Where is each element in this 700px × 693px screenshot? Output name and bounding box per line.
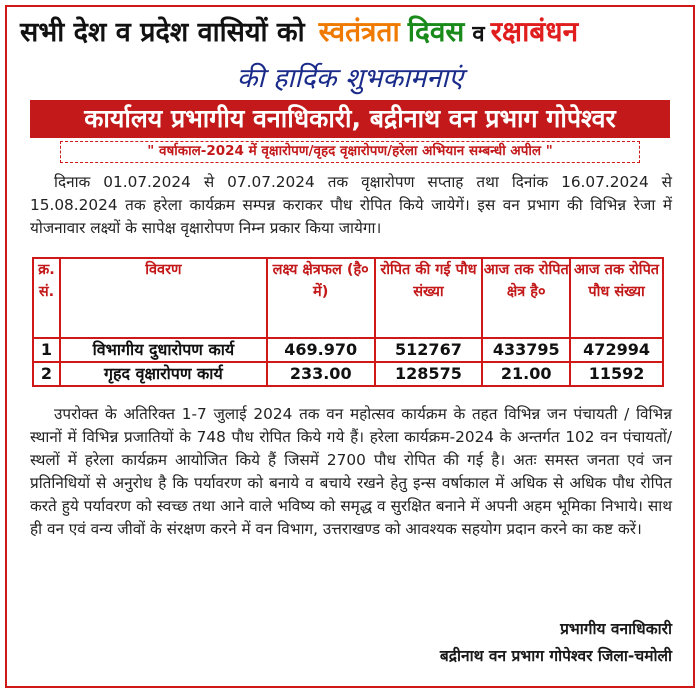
header-plants-planted: रोपित की गई पौध संख्या — [375, 258, 483, 338]
signature-division: बद्रीनाथ वन प्रभाग गोपेश्वर जिला-चमोली — [439, 647, 672, 665]
body-paragraph — [30, 403, 672, 541]
intro-text: दिनाक 01.07.2024 से 07.07.2024 तक वृक्षारोपण सप्ताह तथा दिनांक 16.07.2024 से 15.08.2024 तक हरेला कार्यक्रम सम्पन्न कराकर पौध रोपित किये जायेगें। इस वन प्रभाग की विभिन्न रेजा में योजनावार लक्ष्यों के सापेक्ष वृक्षारोपण निम्न प्रकार किया जायेगा। — [30, 173, 672, 237]
greeting-text: सभी देश व प्रदेश वासियों को — [20, 17, 305, 48]
signature-designation: प्रभागीय वनाधिकारी — [560, 620, 672, 638]
office-title-banner: कार्यालय प्रभागीय वनाधिकारी, बद्रीनाथ वन प्रभाग गोपेश्वर — [30, 100, 670, 138]
body-text: उपरोक्त के अतिरिक्त 1-7 जुलाई 2024 तक वन महोत्सव कार्यक्रम के तहत विभिन्न जन पंचायती / विभिन्न स्थानों में विभिन्न प्रजातियों के 748 पौध रोपित किये गये हैं। हरेला कार्यक्रम-2024 के अन्तर्गत 102 वन पंचायतों/स्थलों में हरेला कार्यक्रम आयोजित किये हैं जिसमें 2700 पौध रोपित की गई है। अतः समस्त जनता एवं जन प्रतिनिधियों से अनुरोध है कि पर्यावरण को बनाये व बचाये रखने हेतु इन्स वर्षाकाल में अधिक से अधिक पौध रोपित करते हुये पर्यावरण को स्वच्छ तथा आने वाले भविष्य को समृद्ध व सुरक्षित बनाने में अपनी अहम भूमिका निभाये। साथ ही वन एवं वन्य जीवों के संरक्षण करने में वन विभाग, उत्तराखण्ड को आवश्यक सहयोग प्रदान करने का कष्ट करें। — [30, 405, 672, 538]
table-row — [33, 338, 663, 362]
and-word: व — [472, 22, 485, 47]
cell-target-area: 233.00 — [267, 362, 375, 386]
independence-word: स्वतंत्रता — [318, 15, 400, 48]
cell-area-till-date: 21.00 — [482, 362, 570, 386]
cell-plants-till-date: 472994 — [570, 338, 663, 362]
cell-description: विभागीय दुधारोपण कार्य — [60, 338, 267, 362]
cell-description: गृहद वृक्षारोपण कार्य — [60, 362, 267, 386]
header-plants-till-date: आज तक रोपित पौध संख्या — [570, 258, 663, 338]
greeting-line-1 — [20, 12, 680, 58]
cell-plants-planted: 512767 — [375, 338, 483, 362]
cell-target-area: 469.970 — [267, 338, 375, 362]
intro-paragraph — [30, 171, 672, 240]
day-word: दिवस — [407, 15, 465, 48]
greeting-wishes: की हार्दिक शुभकामनाएं — [236, 63, 464, 94]
cell-serial: 1 — [33, 338, 60, 362]
table-row — [33, 362, 663, 386]
header-description: विवरण — [60, 258, 267, 338]
table-header-row — [33, 258, 663, 338]
header-serial: क्र. सं. — [33, 258, 60, 338]
appeal-title: " वर्षाकाल-2024 में वृक्षारोपण/वृहद वृक्षारोपण/हरेला अभियान सम्बन्धी अपील " — [60, 141, 640, 163]
rakshabandhan-word: रक्षाबंधन — [490, 15, 579, 48]
cell-plants-planted: 128575 — [375, 362, 483, 386]
cell-plants-till-date: 11592 — [570, 362, 663, 386]
cell-area-till-date: 433795 — [482, 338, 570, 362]
header-area-till-date: आज तक रोपित क्षेत्र है० — [482, 258, 570, 338]
header-target-area: लक्ष्य क्षेत्रफल (है० में) — [267, 258, 375, 338]
plantation-table — [32, 257, 664, 387]
cell-serial: 2 — [33, 362, 60, 386]
